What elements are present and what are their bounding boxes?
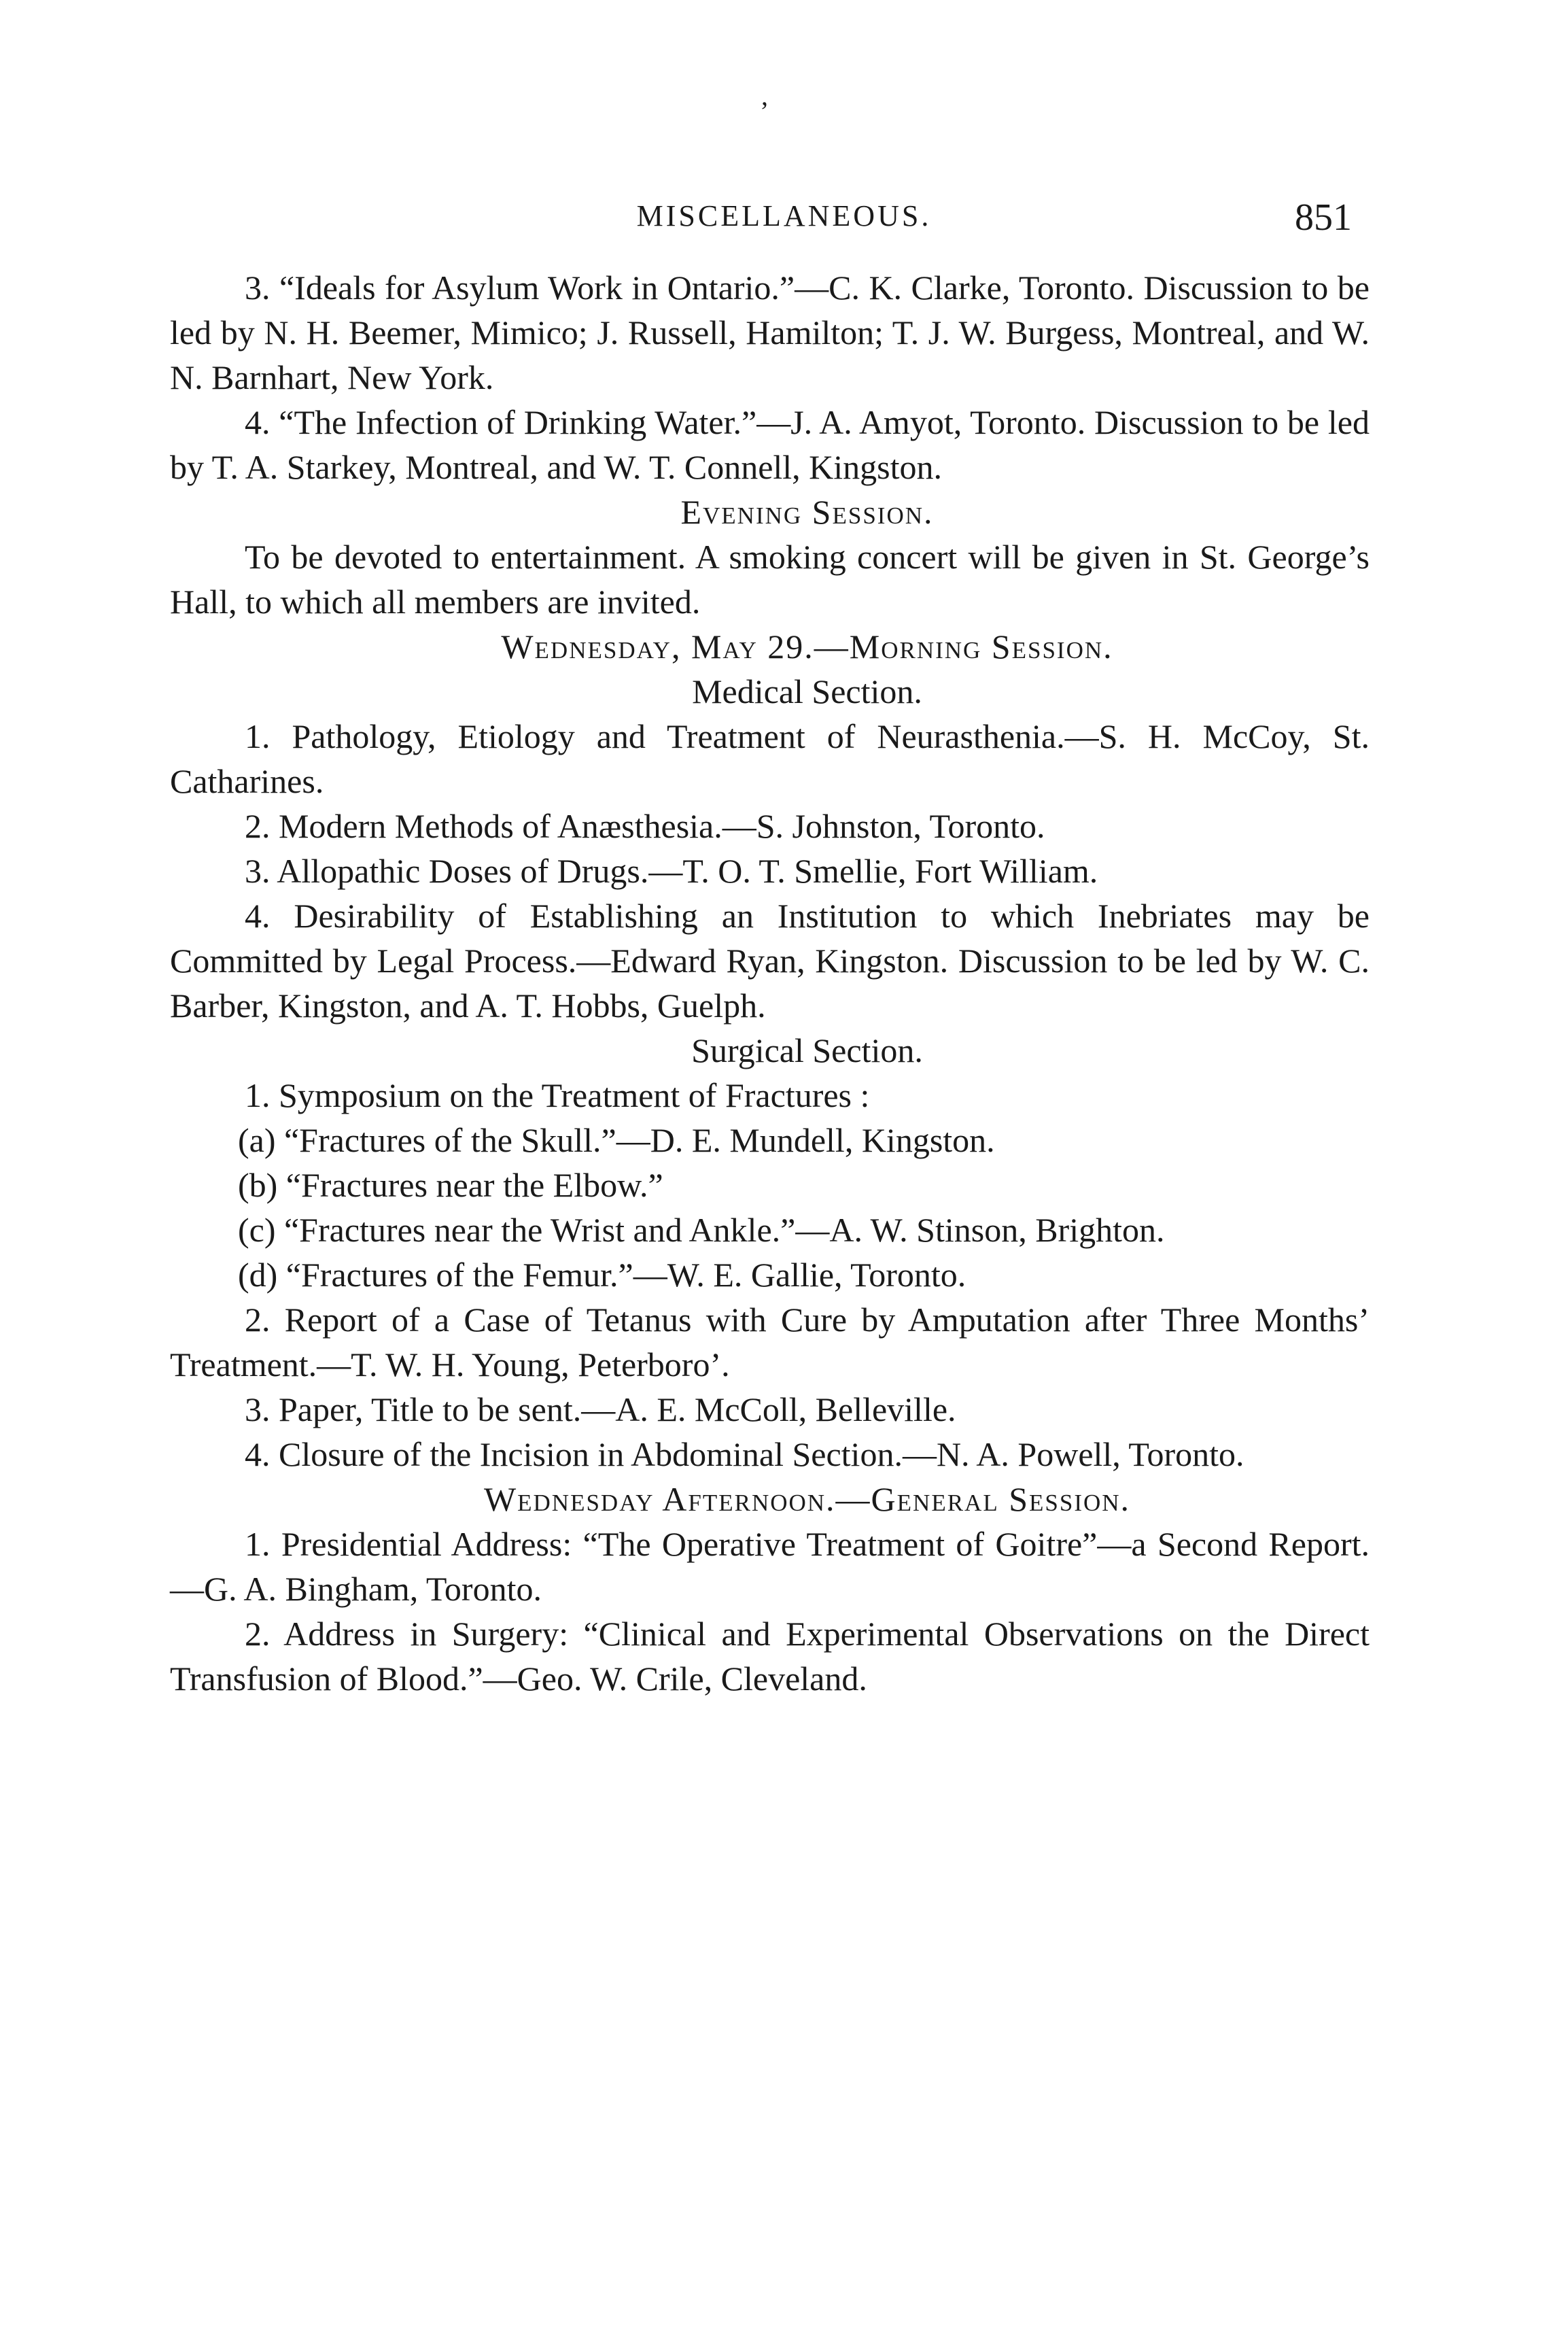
paragraph-surgical-1a: (a) “Fractures of the Skull.”—D. E. Mundell, Kingston. [238, 1121, 995, 1159]
running-head [0, 196, 1568, 243]
subsection-heading-surgical: Surgical Section. [691, 1031, 923, 1069]
paragraph-surgical-1c: (c) “Fractures near the Wrist and Ankle.”—A. W. Stinson, Brighton. [238, 1211, 1165, 1249]
paragraph-surgical-1b: (b) “Fractures near the Elbow.” [238, 1166, 663, 1204]
paragraph-general-1: 1. Presidential Address: “The Operative Treatment of Goitre”—a Second Report.—G. A. Bingham, Toronto. [170, 1525, 1370, 1608]
running-head-title: MISCELLANEOUS. [636, 199, 932, 233]
paragraph-surgical-2: 2. Report of a Case of Tetanus with Cure by Amputation after Three Months’ Treatment.—T. W. H. Young, Peterboro’. [170, 1301, 1370, 1384]
page-mark: ’ [760, 96, 769, 126]
document-body [170, 265, 1370, 1701]
paragraph-item-4: 4. “The Infection of Drinking Water.”—J. A. Amyot, Toronto. Discussion to be led by T. A. Starkey, Montreal, and W. T. Connell, Kingston. [170, 403, 1370, 486]
paragraph-medical-4: 4. Desirability of Establishing an Institution to which Inebriates may be Committed by Legal Process.—Edward Ryan, Kingston. Discussion to be led by W. C. Barber, Kingston, and A. T. Hobbs, Guelph. [170, 897, 1370, 1025]
paragraph-item-3: 3. “Ideals for Asylum Work in Ontario.”—C. K. Clarke, Toronto. Discussion to be led by N. H. Beemer, Mimico; J. Russell, Hamilton; T. J. W. Burgess, Montreal, and W. N. Barnhart, New York. [170, 269, 1370, 396]
paragraph-surgical-3: 3. Paper, Title to be sent.—A. E. McColl, Belleville. [245, 1390, 956, 1428]
subsection-heading-medical: Medical Section. [692, 672, 922, 710]
section-heading-wednesday-morning: Wednesday, May 29.—Morning Session. [501, 628, 1113, 666]
paragraph-surgical-1: 1. Symposium on the Treatment of Fractures : [245, 1076, 870, 1114]
paragraph-general-2: 2. Address in Surgery: “Clinical and Experimental Observations on the Direct Transfusion of Blood.”—Geo. W. Crile, Cleveland. [170, 1615, 1370, 1698]
paragraph-evening: To be devoted to entertainment. A smoking concert will be given in St. George’s Hall, to which all members are invited. [170, 538, 1370, 621]
section-heading-wednesday-afternoon: Wednesday Afternoon.—General Session. [483, 1480, 1131, 1518]
paragraph-surgical-4: 4. Closure of the Incision in Abdominal Section.—N. A. Powell, Toronto. [245, 1435, 1244, 1473]
paragraph-medical-3: 3. Allopathic Doses of Drugs.—T. O. T. Smellie, Fort William. [245, 852, 1098, 890]
section-heading-evening: Evening Session. [680, 493, 934, 531]
page-number: 851 [1295, 196, 1352, 239]
paragraph-medical-1: 1. Pathology, Etiology and Treatment of Neurasthenia.—S. H. McCoy, St. Catharines. [170, 717, 1370, 800]
paragraph-medical-2: 2. Modern Methods of Anæsthesia.—S. Johnston, Toronto. [245, 807, 1045, 845]
paragraph-surgical-1d: (d) “Fractures of the Femur.”—W. E. Gallie, Toronto. [238, 1256, 966, 1294]
